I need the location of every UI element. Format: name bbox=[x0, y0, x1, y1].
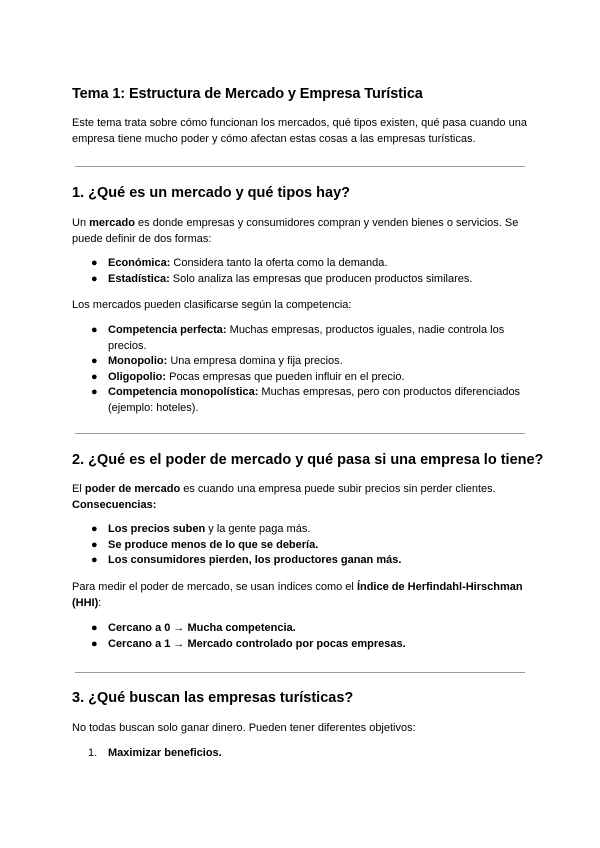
bullet-icon: ● bbox=[91, 554, 98, 566]
section-2-heading: 2. ¿Qué es el poder de mercado y qué pasa si una empresa lo tiene? bbox=[72, 452, 544, 468]
bullet-icon: ● bbox=[91, 324, 98, 336]
definition-list bbox=[72, 256, 524, 287]
section-3-heading: 3. ¿Qué buscan las empresas turísticas? bbox=[72, 690, 354, 706]
section-3-paragraph-1: No todas buscan solo ganar dinero. Pueden tener diferentes objetivos: bbox=[72, 722, 416, 734]
list-item: 1. Maximizar beneficios. bbox=[88, 747, 222, 759]
list-item: ● Económica: Considera tanto la oferta como la demanda. bbox=[72, 256, 524, 272]
list-item: ● Competencia perfecta: Muchas empresas, productos iguales, nadie controla los precios. bbox=[91, 324, 505, 352]
list-item: ● Se produce menos de lo que se debería. bbox=[72, 538, 524, 554]
list-item: ● Monopolio: Una empresa domina y fija precios. bbox=[72, 354, 524, 370]
section-1-heading: 1. ¿Qué es un mercado y qué tipos hay? bbox=[72, 185, 350, 201]
consequences-list bbox=[72, 522, 524, 569]
bullet-icon: ● bbox=[91, 622, 98, 634]
bullet-icon: ● bbox=[91, 637, 98, 650]
bullet-icon: ● bbox=[91, 370, 98, 383]
section-1-paragraph-1: Un mercado es donde empresas y consumidores compran y venden bienes o servicios. Se puede definir de dos formas: bbox=[72, 217, 519, 245]
section-2-paragraph-1: El poder de mercado es cuando una empresa puede subir precios sin perder clientes. Consecuencias: bbox=[72, 483, 496, 511]
bullet-icon: ● bbox=[91, 257, 98, 269]
list-item: ● Los consumidores pierden, los productores ganan más. bbox=[72, 553, 524, 569]
intro-paragraph: Este tema trata sobre cómo funcionan los mercados, qué tipos existen, qué pasa cuando una empresa tiene mucho poder y cómo afectan estas cosas a las empresas turísticas. bbox=[72, 117, 527, 145]
list-item: ● Los precios suben y la gente paga más. bbox=[72, 522, 524, 538]
section-2-paragraph-2: Para medir el poder de mercado, se usan índices como el Índice de Herfindahl-Hirschman (HHI): bbox=[72, 581, 523, 609]
list-item: ● Estadística: Solo analiza las empresas que producen productos similares. bbox=[72, 272, 524, 288]
divider bbox=[75, 672, 525, 673]
bullet-icon: ● bbox=[91, 523, 98, 535]
hhi-list bbox=[72, 621, 524, 652]
document-title: Tema 1: Estructura de Mercado y Empresa Turística bbox=[72, 86, 423, 102]
list-item: ● Cercano a 1 → Mercado controlado por pocas empresas. bbox=[72, 637, 524, 653]
market-types-list bbox=[72, 323, 524, 416]
section-1-paragraph-2: Los mercados pueden clasificarse según la competencia: bbox=[72, 299, 352, 311]
list-item: ● Cercano a 0 → Mucha competencia. bbox=[72, 621, 524, 637]
bullet-icon: ● bbox=[91, 538, 98, 551]
bullet-icon: ● bbox=[91, 272, 98, 285]
divider bbox=[75, 166, 525, 167]
divider bbox=[75, 433, 525, 434]
bullet-icon: ● bbox=[91, 386, 98, 398]
list-item: ● Oligopolio: Pocas empresas que pueden influir en el precio. bbox=[72, 370, 524, 386]
objectives-list bbox=[72, 746, 524, 762]
list-item: ● Competencia monopolística: Muchas empresas, pero con productos diferenciados (ejemplo: hoteles). bbox=[91, 386, 521, 414]
bullet-icon: ● bbox=[91, 355, 98, 367]
